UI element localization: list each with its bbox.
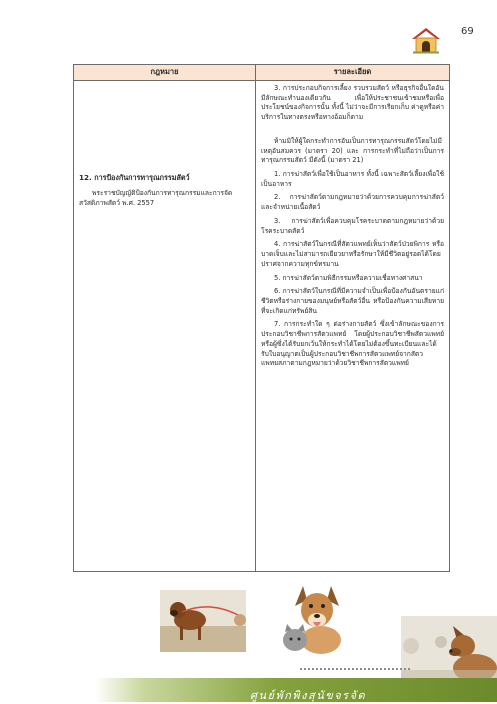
detail-paragraph: 5. การฆ่าสัตว์ตามพิธีกรรมหรือความเชื่อทางศาสนา bbox=[274, 273, 423, 282]
detail-paragraph: 3. การประกอบกิจการเลี้ยง รวบรวมสัตว์ หรือธุรกิจอื่นใดอันมีลักษณะทำนองเดียวกัน เพื่อให้ประชาชนเข้าชมหรือเพื่อประโยชน์ของกิจการนั้น ทั้งนี้ ไม่ว่าจะมีการเรียกเก็บ ค่าดูหรือค่าบริการในทางตรงหรือทางอ้อมก็ตาม bbox=[261, 84, 444, 122]
dog-and-cat-photo bbox=[277, 578, 353, 656]
header-law: กฎหมาย bbox=[74, 65, 256, 81]
doghouse-icon bbox=[411, 27, 441, 54]
table-header-row bbox=[74, 65, 450, 81]
law-cell bbox=[74, 81, 256, 572]
detail-paragraph: 4. การฆ่าสัตว์ในกรณีที่สัตวแพทย์เห็นว่าสัตว์ป่วยพิการ หรือบาดเจ็บและไม่สามารถเยียวยาหรือรักษาให้มีชีวิตอยู่รอดได้โดยปราศจากความทุกข์ทรมาน bbox=[261, 240, 444, 268]
footer-brand-text: ศูนย์พักพิงสุนัขจรจัด bbox=[250, 689, 367, 702]
law-act-name: พระราชบัญญัติป้องกันการทารุณกรรมและการจัดสวัสดิภาพสัตว์ พ.ศ. 2557 bbox=[79, 189, 233, 208]
detail-paragraph: ห้ามมิให้ผู้ใดกระทำการอันเป็นการทารุณกรรมสัตว์โดยไม่มีเหตุอันสมควร (มาตรา 20) และ การกระทำที่ไม่ถือว่าเป็นการทารุณกรรมสัตว์ มีดังนี้ (มาตรา 21) bbox=[261, 136, 444, 165]
law-block bbox=[79, 173, 255, 209]
law-details-table bbox=[73, 64, 450, 572]
law-title: 12. การป้องกันการทารุณกรรมสัตว์ bbox=[79, 173, 190, 182]
page-number: 69 bbox=[461, 26, 474, 37]
footer-dotted-line bbox=[300, 668, 410, 670]
details-cell bbox=[256, 81, 450, 572]
detail-paragraph: 1. การฆ่าสัตว์เพื่อใช้เป็นอาหาร ทั้งนี้ เฉพาะสัตว์เลี้ยงเพื่อใช้เป็นอาหาร bbox=[261, 170, 444, 188]
detail-paragraph: 3. การฆ่าสัตว์เพื่อควบคุมโรคระบาดตามกฎหมายว่าด้วยโรคระบาดสัตว์ bbox=[261, 216, 444, 235]
dog-on-leash-photo bbox=[160, 590, 246, 652]
detail-paragraph: 2. การฆ่าสัตว์ตามกฎหมายว่าด้วยการควบคุมการฆ่าสัตว์และจำหน่ายเนื้อสัตว์ bbox=[261, 193, 444, 212]
detail-paragraph: 7. การกระทำใด ๆ ต่อร่างกายสัตว์ ซึ่งเข้าลักษณะของการประกอบวิชาชีพการสัตวแพทย์ โดยผู้ประกอบวิชาชีพสัตวแพทย์หรือผู้ซึ่งได้รับยกเว้นให้กระทำได้โดยไม่ต้องขึ้นทะเบียนและได้รับใบอนุญาตเป็นผู้ประกอบวิชาชีพการสัตวแพทย์จากสัตวแพทยสภาตามกฎหมายว่าด้วยวิชาชีพการสัตวแพทย์ bbox=[261, 320, 444, 368]
detail-paragraph: 6. การฆ่าสัตว์ในกรณีที่มีความจำเป็นเพื่อป้องกันอันตรายแก่ชีวิตหรือร่างกายของมนุษย์หรือสัตว์อื่น หรือป้องกันความเสียหายที่จะเกิดแก่ทรัพย์สิน bbox=[261, 287, 444, 315]
table-row bbox=[74, 81, 450, 572]
header-details: รายละเอียด bbox=[256, 65, 450, 81]
dog-corner-photo bbox=[401, 616, 497, 684]
